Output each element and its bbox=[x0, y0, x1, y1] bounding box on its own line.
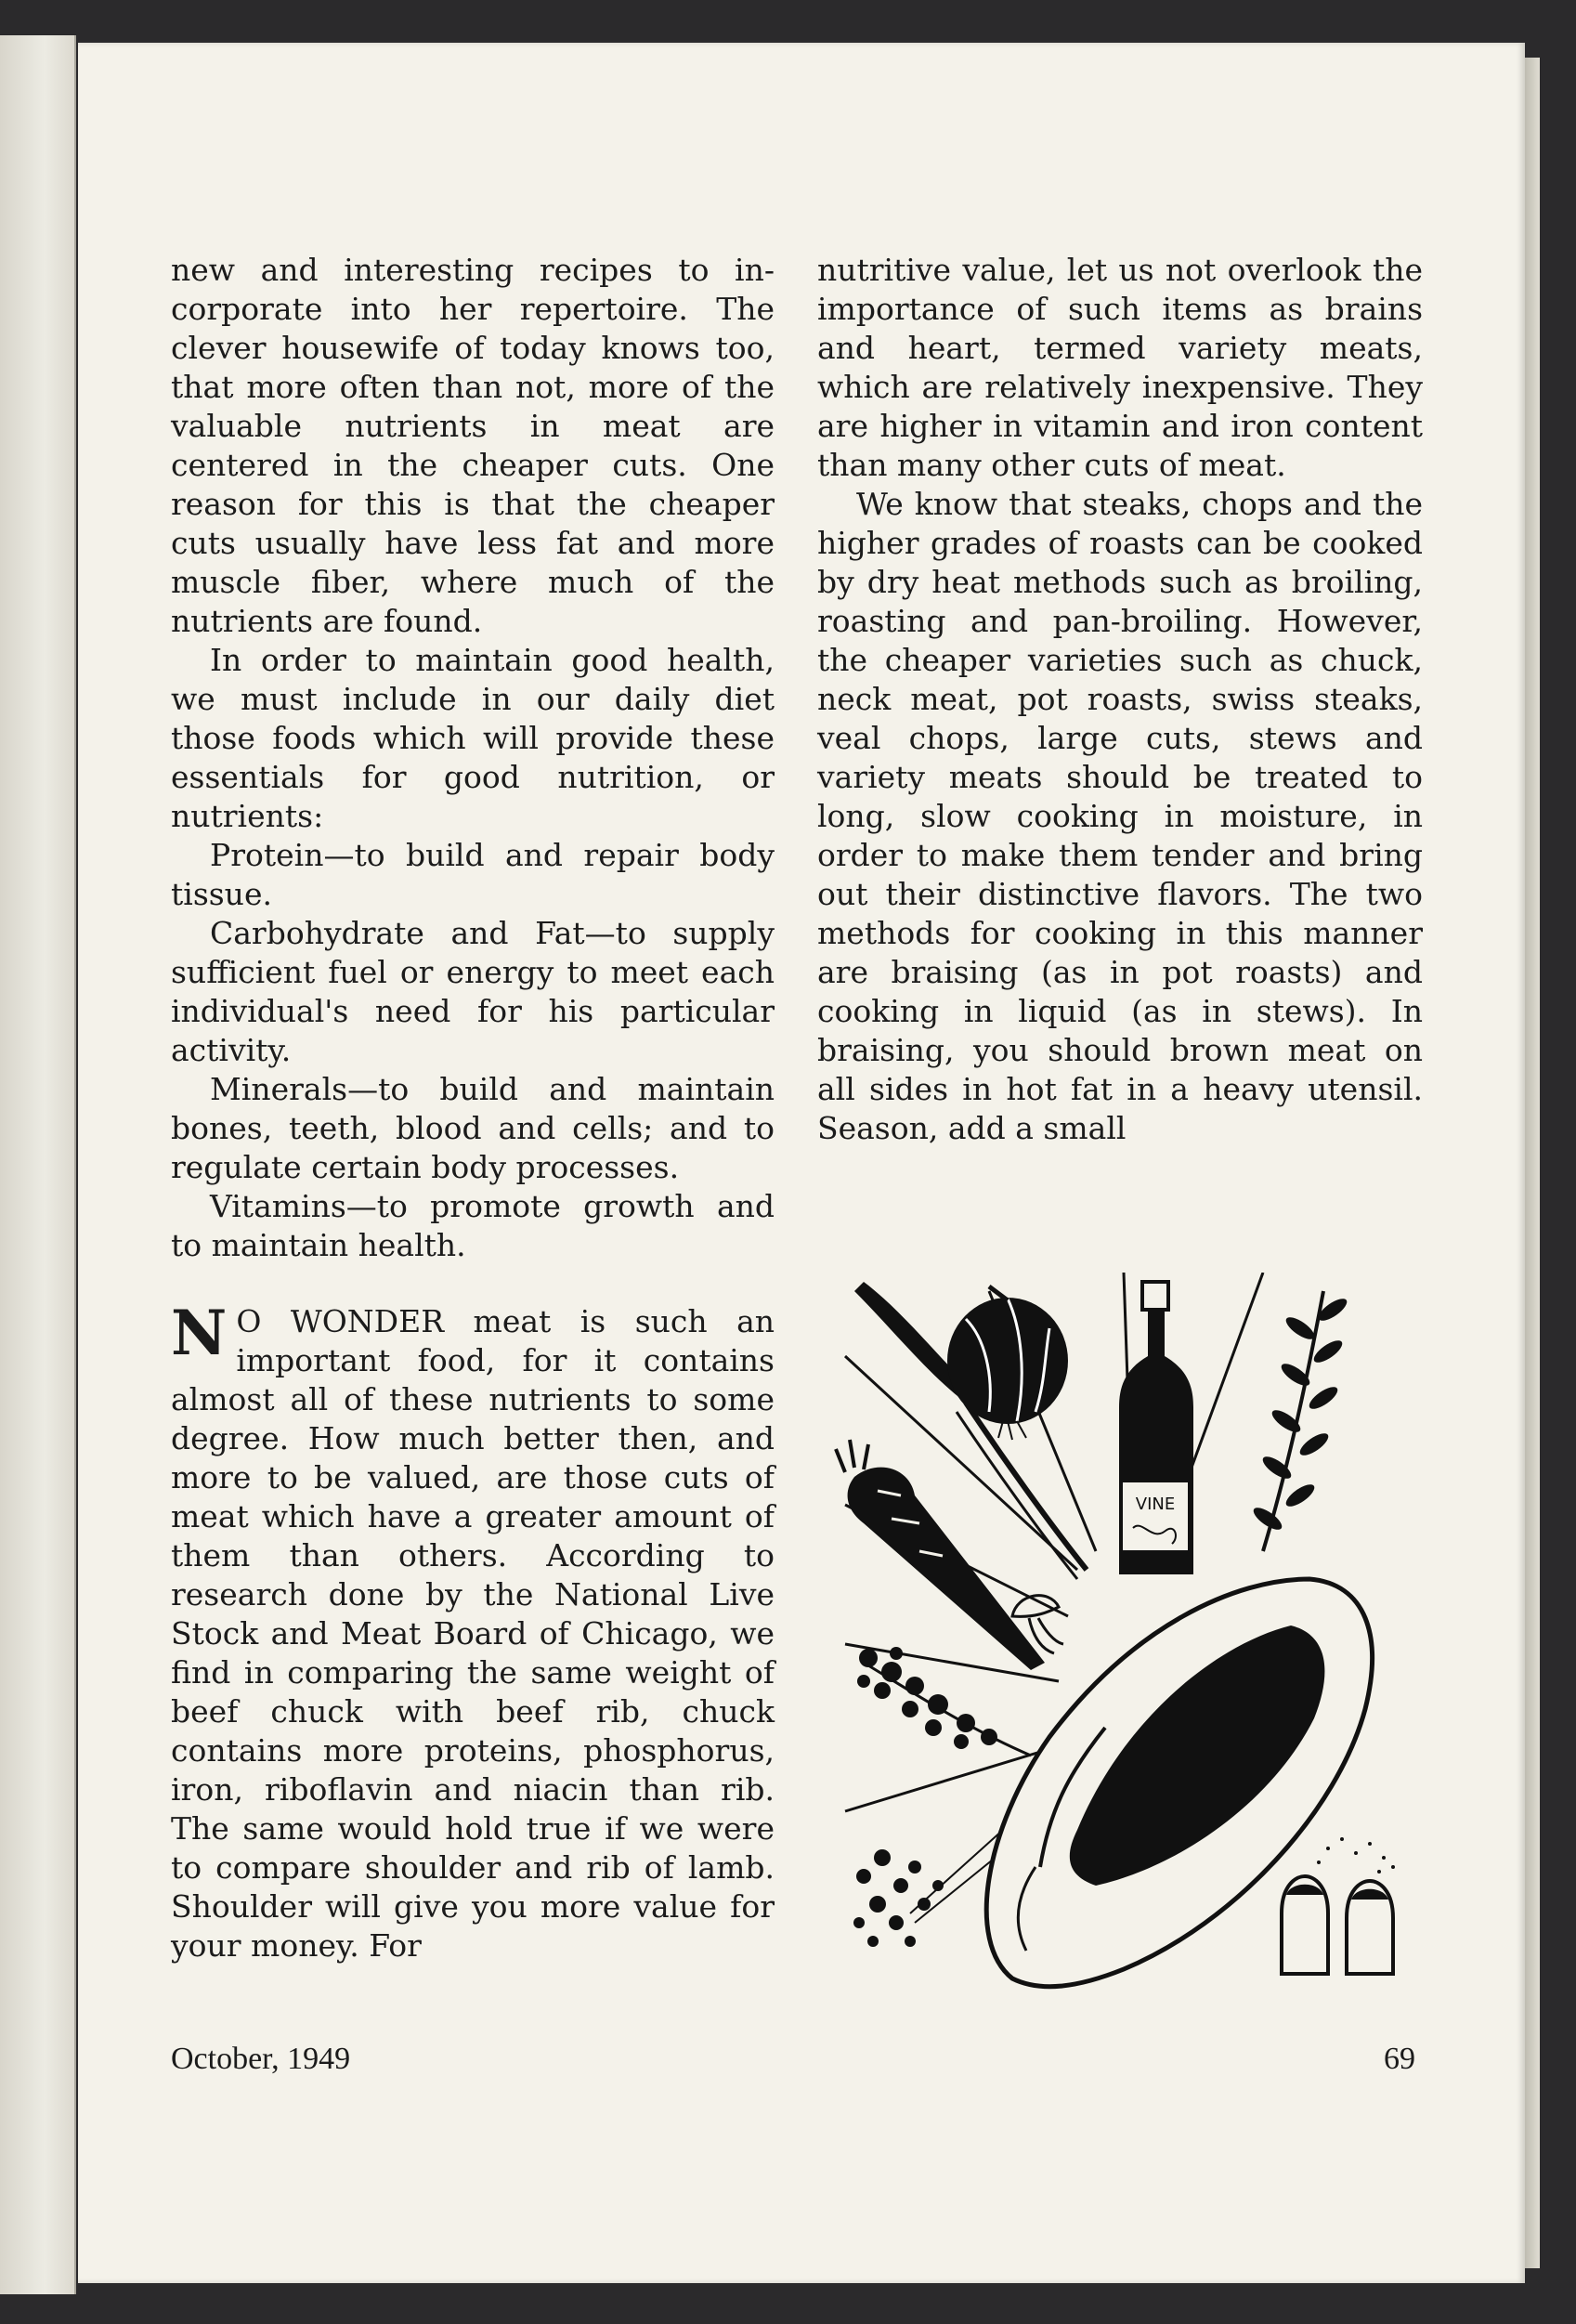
paragraph: new and interesting recipes to incorporate into her repertoire. The clever housewife of today knows too, that more often than not, more of the valuable nutrients in meat are centered in the cheaper cuts. One reason for this is that the cheaper cuts usually have less fat and more muscle fiber, where much of the nutrients are found. bbox=[171, 252, 775, 639]
page-stack-edge bbox=[1525, 58, 1540, 2268]
herb-sprig-icon bbox=[1250, 1291, 1350, 1551]
paragraph: We know that steaks, chops and the higher grades of roasts can be cooked by dry heat methods such as broiling, roasting and pan-broiling. However, the cheaper varieties such as chuck, neck meat, pot roasts, swiss steaks, veal chops, large cuts, stews and variety meats should be treated to long, slow cooking in moisture, in order to make them tender and bring out their distinctive flavors. The two methods for cooking in this manner are braising (as in pot roasts) and cooking in liquid (as in stews). In braising, you should brown meat on all sides in hot fat in a heavy utensil. Season, add a small bbox=[817, 486, 1423, 1146]
paragraph: Carbohydrate and Fat—to supply sufficient fuel or energy to meet each individual's need for his particular activity. bbox=[171, 915, 775, 1068]
drop-cap: N bbox=[171, 1297, 228, 1369]
paragraph: Protein—to build and repair body tissue. bbox=[171, 837, 775, 912]
paragraph-text: O WONDER meat is such an important food, for it contains almost all of these nutrients to some degree. How much better then, and more to be valued, are those cuts of meat which have a greater amount of them than others. According to research done by the National Live Stock and Meat Board of Chicago, we find in comparing the same weight of beef chuck with beef rib, chuck contains more proteins, phosphorus, iron, riboflavin and niacin than rib. The same would hold true if we were to compare shoulder and rib of lamb. Shoulder will give you more value for your money. For bbox=[171, 1303, 775, 1964]
cooking-ingredients-illustration bbox=[827, 1273, 1421, 1997]
right-text-column bbox=[817, 251, 1423, 1148]
page-number: 69 bbox=[1384, 2042, 1415, 2076]
parsley-icon bbox=[857, 1647, 1031, 1756]
issue-date: October, 1949 bbox=[171, 2042, 351, 2076]
paragraph: nutritive value, let us not overlook the importance of such items as brains and heart, termed variety meats, which are relatively inexpensive. They are higher in vitamin and iron content than many other cuts of meat. bbox=[817, 252, 1423, 483]
left-text-column bbox=[171, 251, 775, 1965]
paragraph: In order to maintain good health, we must include in our daily diet those foods which will provide these essentials for good nutrition, or nutrients: bbox=[171, 642, 775, 834]
adjacent-page-edge bbox=[0, 35, 76, 2294]
onion-icon bbox=[947, 1286, 1068, 1440]
paragraph-with-dropcap bbox=[171, 1297, 775, 1965]
wine-label-text: VINE bbox=[1135, 1495, 1176, 1514]
salt-pepper-shakers-icon bbox=[1282, 1837, 1395, 1974]
paragraph: Minerals—to build and maintain bones, teeth, blood and cells; and to regulate certain body processes. bbox=[171, 1071, 775, 1185]
paragraph: Vitamins—to promote growth and to maintain health. bbox=[171, 1188, 775, 1263]
wine-bottle-icon bbox=[1119, 1282, 1193, 1574]
